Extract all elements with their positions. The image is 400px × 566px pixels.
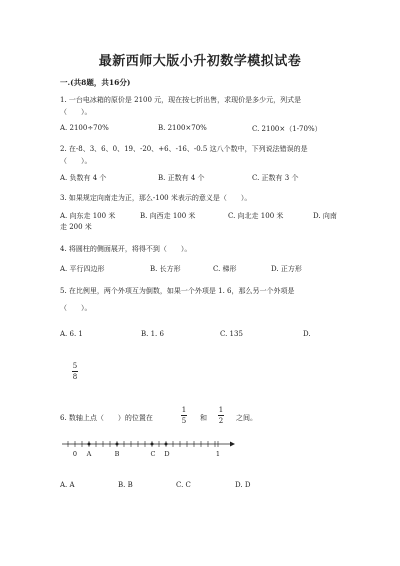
q3-option-a[interactable]: A. 向东走 100 米: [60, 212, 116, 220]
label-a: A: [86, 450, 92, 458]
fraction-bar: [181, 415, 187, 416]
q4-option-c[interactable]: C. 梯形: [213, 265, 237, 273]
q2-blank: （ ）。: [60, 157, 92, 165]
q6-fraction-2: [218, 406, 224, 425]
q2-stem: 2. 在-8、3、6、0、19、-20、+6、-16、-0.5 这八个数中，下列说法错误的是: [60, 145, 308, 153]
q5-stem: 5. 在比例里，两个外项互为倒数，如果一个外项是 1. 6，那么另一个外项是: [60, 287, 295, 295]
fraction-bar: [218, 415, 224, 416]
q4-option-b[interactable]: B. 长方形: [150, 265, 181, 273]
point-c-dot: [151, 443, 154, 446]
q6-option-a[interactable]: A. A: [60, 481, 75, 489]
q2-option-c[interactable]: C. 正数有 3 个: [252, 174, 299, 182]
label-zero: 0: [72, 450, 78, 458]
q3-option-c[interactable]: C. 向北走 100 米: [228, 212, 284, 220]
label-one: 1: [215, 450, 221, 458]
q1-stem: 1. 一台电冰箱的原价是 2100 元，现在按七折出售，求现价是多少元，列式是: [60, 96, 302, 104]
q6-option-d[interactable]: D. D: [235, 481, 251, 489]
q6-stem-part3: 之间。: [236, 414, 257, 422]
q2-option-b[interactable]: B. 正数有 4 个: [158, 174, 205, 182]
q6-stem-part1: 6. 数轴上点（ ）的位置在: [60, 414, 153, 422]
q3-option-b[interactable]: B. 向西走 100 米: [140, 212, 196, 220]
arrow-icon: [230, 442, 235, 447]
q6-option-b[interactable]: B. B: [118, 481, 133, 489]
q3-option-d-cont: 走 200 米: [60, 223, 92, 231]
fraction-denominator: 2: [218, 417, 224, 425]
point-a-dot: [88, 443, 91, 446]
fraction-bar: [72, 371, 78, 372]
q3-option-d[interactable]: D. 向南: [313, 212, 337, 220]
q5-option-a[interactable]: A. 6. 1: [60, 330, 83, 338]
section-heading: 一.(共8题，共16分): [60, 78, 131, 87]
fraction-numerator: 1: [181, 406, 187, 414]
point-b-dot: [116, 443, 119, 446]
q5-option-d-fraction: [72, 362, 78, 381]
page-title: 最新西师大版小升初数学模拟试卷: [98, 54, 302, 69]
q6-fraction-1: [181, 406, 187, 425]
q1-option-b[interactable]: B. 2100×70%: [158, 124, 207, 132]
q1-option-a[interactable]: A. 2100÷70%: [60, 124, 109, 132]
point-d-dot: [165, 443, 168, 446]
label-b: B: [114, 450, 120, 458]
number-line: [60, 440, 235, 464]
q4-option-d[interactable]: D. 正方形: [271, 265, 302, 273]
fraction-numerator: 1: [218, 406, 224, 414]
q4-option-a[interactable]: A. 平行四边形: [60, 265, 105, 273]
fraction-denominator: 5: [181, 417, 187, 425]
q3-stem: 3. 如果规定向南走为正，那么-100 米表示的意义是（ ）。: [60, 194, 252, 202]
q4-stem: 4. 将圆柱的侧面展开，将得不到（ ）。: [60, 245, 192, 253]
q1-blank: （ ）。: [60, 108, 92, 116]
q2-option-a[interactable]: A. 负数有 4 个: [60, 174, 107, 182]
q6-stem-part2: 和: [200, 414, 207, 422]
q1-option-c[interactable]: C. 2100×（1-70%）: [252, 125, 322, 133]
q6-option-c[interactable]: C. C: [176, 481, 191, 489]
label-d: D: [164, 450, 170, 458]
q5-option-d[interactable]: D.: [303, 330, 311, 338]
q5-option-c[interactable]: C. 135: [220, 330, 243, 338]
fraction-numerator: 5: [72, 362, 78, 370]
label-c: C: [150, 450, 156, 458]
q5-option-b[interactable]: B. 1. 6: [141, 330, 164, 338]
q5-blank: （ ）。: [60, 304, 92, 312]
fraction-denominator: 8: [72, 373, 78, 381]
